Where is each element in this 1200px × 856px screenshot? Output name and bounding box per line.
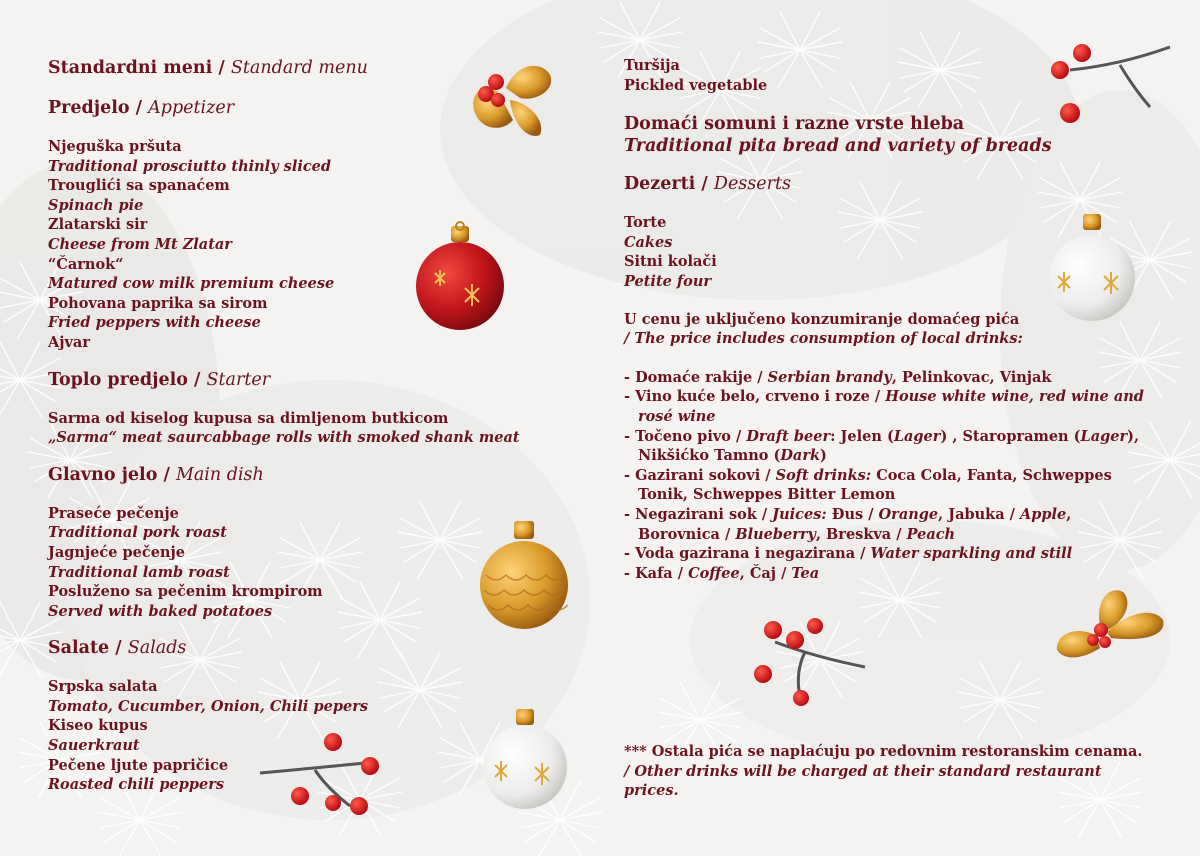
- starter-heading: Toplo predjelo / Starter: [48, 369, 271, 390]
- menu-item-en: Spinach pie: [48, 196, 144, 214]
- breads-heading-en: Traditional pita bread and variety of breads: [624, 136, 1052, 157]
- menu-left-column: [48, 57, 588, 795]
- note-sr: *** Ostala pića se naplaćuju po redovnim restoranskim cenama.: [624, 743, 1143, 760]
- drink-beer: - Točeno pivo / Draft beer: Jelen (Lager) , Staropramen (Lager), Nikšićko Tamno (Dark): [624, 427, 1140, 465]
- drink-soft: - Gazirani sokovi / Soft drinks: Coca Cola, Fanta, Schweppes Tonik, Schweppes Bitter Lemon: [624, 466, 1112, 504]
- drinks-list: [624, 368, 1184, 584]
- main-dish-heading: Glavno jelo / Main dish: [48, 464, 264, 485]
- main-dish-list: [48, 504, 588, 622]
- menu-item-en: Petite four: [624, 272, 712, 290]
- menu-item-en: Sauerkraut: [48, 737, 140, 755]
- menu-item-en: Traditional pork roast: [48, 524, 227, 542]
- menu-item-en: Traditional prosciutto thinly sliced: [48, 157, 332, 175]
- menu-item-en: Cakes: [624, 233, 673, 251]
- menu-item-sr: Sitni kolači: [624, 253, 717, 271]
- appetizer-list: [48, 137, 588, 353]
- salads-heading: Salate / Salads: [48, 638, 187, 659]
- menu-item-en: Cheese from Mt Zlatar: [48, 235, 232, 253]
- menu-item-en: Traditional lamb roast: [48, 563, 230, 581]
- breads-heading-sr: Domaći somuni i razne vrste hleba: [624, 114, 965, 135]
- desserts-list: [624, 213, 1184, 291]
- note-en-cont: prices.: [624, 782, 679, 800]
- menu-item-sr: Jagnjeće pečenje: [48, 543, 185, 561]
- drinks-intro-en: / The price includes consumption of local drinks:: [624, 330, 1023, 348]
- menu-item-sr: Njeguška pršuta: [48, 138, 182, 155]
- pickled-en: Pickled vegetable: [624, 76, 768, 94]
- menu-item-sr: Srpska salata: [48, 678, 158, 696]
- desserts-heading: Dezerti / Desserts: [624, 174, 792, 195]
- drink-brandy: - Domaće rakije / Serbian brandy, Pelinkovac, Vinjak: [624, 368, 1052, 386]
- other-drinks-note: [624, 742, 1164, 801]
- salads-list: [48, 677, 588, 795]
- menu-item-en: Fried peppers with cheese: [48, 314, 261, 332]
- menu-item-ajvar: Ajvar: [48, 333, 90, 351]
- drink-water: - Voda gazirana i negazirana / Water sparkling and still: [624, 545, 1073, 563]
- berry-branch-right: [745, 612, 875, 707]
- menu-item-sr: Pohovana paprika sa sirom: [48, 294, 268, 312]
- menu-item-en: Matured cow milk premium cheese: [48, 275, 335, 293]
- drink-wine: - Vino kuće belo, crveno i roze / House white wine, red wine and rosé wine: [624, 388, 1144, 425]
- standard-menu-heading: Standardni meni / Standard menu: [48, 58, 368, 78]
- menu-item-sr: Trouglići sa spanaćem: [48, 177, 230, 195]
- appetizer-heading: Predjelo / Appetizer: [48, 98, 235, 118]
- menu-item-en: Roasted chili peppers: [48, 776, 225, 794]
- menu-item-sr: Torte: [624, 214, 667, 232]
- note-en: / Other drinks will be charged at their standard restaurant: [624, 762, 1102, 780]
- menu-item-sr: Posluženo sa pečenim krompirom: [48, 583, 323, 601]
- menu-item-sr: Praseće pečenje: [48, 504, 179, 522]
- menu-item-sr: Zlatarski sir: [48, 216, 148, 234]
- menu-right-column: [624, 56, 1184, 583]
- starter-en: „Sarma“ meat saurcabbage rolls with smoked shank meat: [48, 429, 520, 447]
- drink-juices: - Negazirani sok / Juices: Đus / Orange, Jabuka / Apple, Borovnica / Blueberry, Breskva / Peach: [624, 505, 1072, 543]
- drinks-intro-sr: U cenu je uključeno konzumiranje domaćeg pića: [624, 310, 1020, 328]
- pickled-sr: Turšija: [624, 57, 680, 74]
- menu-item-sr: Kiseo kupus: [48, 717, 148, 735]
- holly-right: [1045, 580, 1175, 670]
- menu-item-en: Tomato, Cucumber, Onion, Chili pepers: [48, 697, 369, 715]
- menu-item-en: Served with baked potatoes: [48, 602, 273, 620]
- menu-item-sr: “Čarnok“: [48, 255, 124, 273]
- starter-sr: Sarma od kiselog kupusa sa dimljenom butkicom: [48, 409, 449, 427]
- menu-item-sr: Pečene ljute papričice: [48, 756, 229, 774]
- drink-coffee-tea: - Kafa / Coffee, Čaj / Tea: [624, 564, 820, 582]
